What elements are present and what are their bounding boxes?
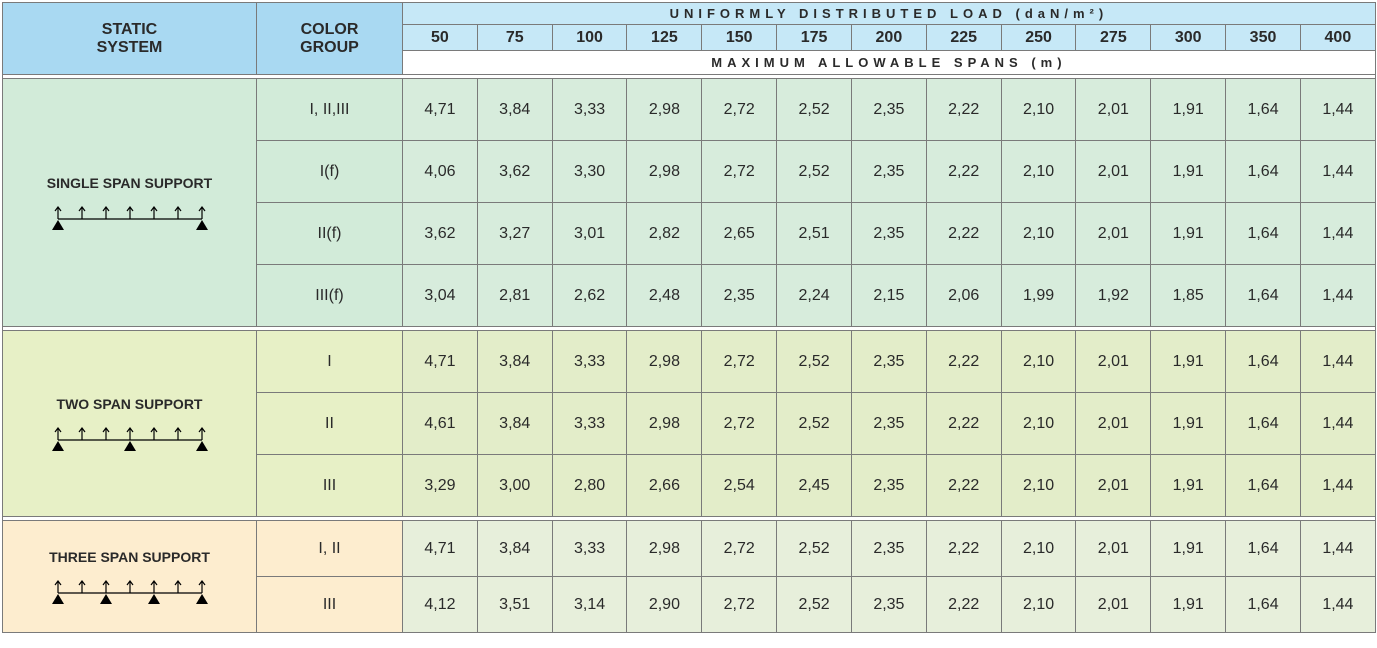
span-value-cell: 1,91 (1151, 331, 1226, 393)
span-value-cell: 2,35 (851, 79, 926, 141)
load-value-header: 275 (1076, 25, 1151, 51)
span-value-cell: 3,33 (552, 331, 627, 393)
span-value-cell: 1,44 (1300, 203, 1375, 265)
span-value-cell: 3,62 (403, 203, 478, 265)
span-value-cell: 2,52 (777, 79, 852, 141)
color-group-header-line2: GROUP (300, 38, 359, 56)
table-row (3, 79, 1376, 141)
span-value-cell: 1,64 (1226, 577, 1301, 633)
span-value-cell: 3,33 (552, 521, 627, 577)
span-value-cell: 1,64 (1226, 79, 1301, 141)
span-value-cell: 2,10 (1001, 331, 1076, 393)
static-system-label: TWO SPAN SUPPORT (56, 395, 203, 412)
span-title: MAXIMUM ALLOWABLE SPANS (m) (403, 51, 1376, 75)
table-row (3, 331, 1376, 393)
span-value-cell: 1,99 (1001, 265, 1076, 327)
span-value-cell: 3,84 (477, 521, 552, 577)
span-value-cell: 2,45 (777, 455, 852, 517)
span-value-cell: 2,22 (926, 455, 1001, 517)
span-value-cell: 2,54 (702, 455, 777, 517)
span-value-cell: 2,10 (1001, 521, 1076, 577)
span-value-cell: 1,91 (1151, 521, 1226, 577)
span-value-cell: 2,22 (926, 521, 1001, 577)
span-value-cell: 3,84 (477, 393, 552, 455)
span-value-cell: 2,10 (1001, 141, 1076, 203)
load-value-header: 200 (851, 25, 926, 51)
span-value-cell: 2,72 (702, 141, 777, 203)
support-triangle (52, 441, 64, 451)
table-header (3, 3, 1376, 79)
support-triangle (196, 220, 208, 230)
span-value-cell: 2,01 (1076, 455, 1151, 517)
span-value-cell: 2,98 (627, 79, 702, 141)
span-value-cell: 3,27 (477, 203, 552, 265)
span-value-cell: 2,01 (1076, 393, 1151, 455)
span-value-cell: 1,44 (1300, 577, 1375, 633)
span-value-cell: 1,64 (1226, 393, 1301, 455)
span-value-cell: 1,64 (1226, 521, 1301, 577)
span-value-cell: 2,72 (702, 393, 777, 455)
support-triangle (148, 594, 160, 604)
span-value-cell: 2,10 (1001, 79, 1076, 141)
span-value-cell: 1,44 (1300, 265, 1375, 327)
span-value-cell: 2,52 (777, 521, 852, 577)
span-value-cell: 2,22 (926, 79, 1001, 141)
span-value-cell: 2,51 (777, 203, 852, 265)
span-value-cell: 2,82 (627, 203, 702, 265)
load-value-header: 75 (477, 25, 552, 51)
span-value-cell: 2,35 (851, 455, 926, 517)
span-value-cell: 2,52 (777, 331, 852, 393)
static-system-label: SINGLE SPAN SUPPORT (46, 174, 213, 191)
span-value-cell: 2,35 (851, 393, 926, 455)
support-triangle (52, 220, 64, 230)
span-value-cell: 2,35 (851, 521, 926, 577)
two-span-icon (50, 426, 210, 452)
load-value-header: 150 (702, 25, 777, 51)
span-value-cell: 1,91 (1151, 203, 1226, 265)
color-group-cell: I (257, 331, 403, 393)
span-value-cell: 2,98 (627, 331, 702, 393)
span-value-cell: 3,14 (552, 577, 627, 633)
span-value-cell: 2,01 (1076, 521, 1151, 577)
span-value-cell: 2,90 (627, 577, 702, 633)
span-value-cell: 1,64 (1226, 455, 1301, 517)
span-value-cell: 2,98 (627, 521, 702, 577)
span-value-cell: 1,64 (1226, 331, 1301, 393)
span-value-cell: 3,00 (477, 455, 552, 517)
span-value-cell: 1,91 (1151, 455, 1226, 517)
span-value-cell: 2,01 (1076, 331, 1151, 393)
static-system-header (3, 3, 257, 75)
load-value-header: 100 (552, 25, 627, 51)
span-value-cell: 3,84 (477, 79, 552, 141)
span-value-cell: 1,91 (1151, 141, 1226, 203)
span-value-cell: 3,62 (477, 141, 552, 203)
span-value-cell: 1,44 (1300, 393, 1375, 455)
span-value-cell: 2,98 (627, 393, 702, 455)
span-value-cell: 2,72 (702, 79, 777, 141)
table-body (3, 79, 1376, 633)
static-system-cell (3, 331, 257, 517)
load-value-header: 250 (1001, 25, 1076, 51)
static-system-header-line2: SYSTEM (96, 38, 163, 56)
span-value-cell: 2,10 (1001, 393, 1076, 455)
span-value-cell: 3,84 (477, 331, 552, 393)
span-value-cell: 2,10 (1001, 203, 1076, 265)
span-value-cell: 3,51 (477, 577, 552, 633)
span-value-cell: 1,91 (1151, 577, 1226, 633)
span-value-cell: 2,80 (552, 455, 627, 517)
span-value-cell: 2,15 (851, 265, 926, 327)
span-value-cell: 2,72 (702, 577, 777, 633)
span-value-cell: 2,22 (926, 393, 1001, 455)
span-value-cell: 2,06 (926, 265, 1001, 327)
support-triangle (196, 594, 208, 604)
span-value-cell: 2,52 (777, 577, 852, 633)
span-value-cell: 2,98 (627, 141, 702, 203)
span-value-cell: 2,62 (552, 265, 627, 327)
span-value-cell: 3,04 (403, 265, 478, 327)
static-system-header-line1: STATIC (101, 20, 158, 38)
span-value-cell: 2,22 (926, 577, 1001, 633)
span-table (2, 2, 1376, 633)
span-value-cell: 4,71 (403, 331, 478, 393)
span-value-cell: 2,65 (702, 203, 777, 265)
static-system-label: THREE SPAN SUPPORT (49, 548, 210, 565)
span-value-cell: 2,72 (702, 331, 777, 393)
span-value-cell: 2,22 (926, 331, 1001, 393)
span-value-cell: 4,61 (403, 393, 478, 455)
span-value-cell: 2,35 (851, 331, 926, 393)
load-value-header: 125 (627, 25, 702, 51)
span-value-cell: 2,22 (926, 141, 1001, 203)
load-value-header: 50 (403, 25, 478, 51)
color-group-cell: II (257, 393, 403, 455)
span-value-cell: 1,91 (1151, 393, 1226, 455)
span-value-cell: 2,22 (926, 203, 1001, 265)
load-value-header: 400 (1300, 25, 1375, 51)
span-value-cell: 3,33 (552, 393, 627, 455)
span-value-cell: 3,29 (403, 455, 478, 517)
load-value-header: 300 (1151, 25, 1226, 51)
span-value-cell: 2,48 (627, 265, 702, 327)
support-triangle (124, 441, 136, 451)
span-value-cell: 2,66 (627, 455, 702, 517)
span-value-cell: 2,81 (477, 265, 552, 327)
span-value-cell: 2,10 (1001, 577, 1076, 633)
static-system-cell (3, 521, 257, 633)
span-value-cell: 2,01 (1076, 203, 1151, 265)
span-value-cell: 1,91 (1151, 79, 1226, 141)
static-system-cell (3, 79, 257, 327)
span-value-cell: 1,92 (1076, 265, 1151, 327)
color-group-cell: I, II (257, 521, 403, 577)
support-triangle (100, 594, 112, 604)
span-value-cell: 2,35 (851, 577, 926, 633)
load-value-header: 225 (926, 25, 1001, 51)
span-value-cell: 2,01 (1076, 79, 1151, 141)
span-value-cell: 2,35 (851, 141, 926, 203)
span-value-cell: 1,44 (1300, 141, 1375, 203)
span-value-cell: 2,24 (777, 265, 852, 327)
load-value-header: 350 (1226, 25, 1301, 51)
color-group-cell: I, II,III (257, 79, 403, 141)
span-value-cell: 3,30 (552, 141, 627, 203)
color-group-cell: III(f) (257, 265, 403, 327)
span-value-cell: 2,72 (702, 521, 777, 577)
load-value-header: 175 (777, 25, 852, 51)
span-value-cell: 1,44 (1300, 79, 1375, 141)
color-group-cell: I(f) (257, 141, 403, 203)
span-value-cell: 1,44 (1300, 521, 1375, 577)
span-value-cell: 1,64 (1226, 203, 1301, 265)
span-value-cell: 1,64 (1226, 265, 1301, 327)
span-value-cell: 2,01 (1076, 141, 1151, 203)
color-group-cell: III (257, 577, 403, 633)
three-span-icon (50, 579, 210, 605)
color-group-cell: II(f) (257, 203, 403, 265)
span-value-cell: 3,01 (552, 203, 627, 265)
span-value-cell: 4,12 (403, 577, 478, 633)
table-row (3, 521, 1376, 577)
span-value-cell: 2,01 (1076, 577, 1151, 633)
load-title: UNIFORMLY DISTRIBUTED LOAD (daN/m²) (403, 3, 1376, 25)
span-value-cell: 1,64 (1226, 141, 1301, 203)
span-value-cell: 3,33 (552, 79, 627, 141)
span-value-cell: 2,35 (702, 265, 777, 327)
span-value-cell: 4,71 (403, 79, 478, 141)
span-value-cell: 1,44 (1300, 331, 1375, 393)
color-group-header (257, 3, 403, 75)
span-value-cell: 1,85 (1151, 265, 1226, 327)
support-triangle (52, 594, 64, 604)
color-group-header-line1: COLOR (300, 20, 359, 38)
span-value-cell: 4,71 (403, 521, 478, 577)
color-group-cell: III (257, 455, 403, 517)
single-span-icon (50, 205, 210, 231)
span-value-cell: 2,35 (851, 203, 926, 265)
span-value-cell: 2,52 (777, 141, 852, 203)
span-value-cell: 2,52 (777, 393, 852, 455)
support-triangle (196, 441, 208, 451)
span-value-cell: 2,10 (1001, 455, 1076, 517)
span-value-cell: 1,44 (1300, 455, 1375, 517)
span-value-cell: 4,06 (403, 141, 478, 203)
